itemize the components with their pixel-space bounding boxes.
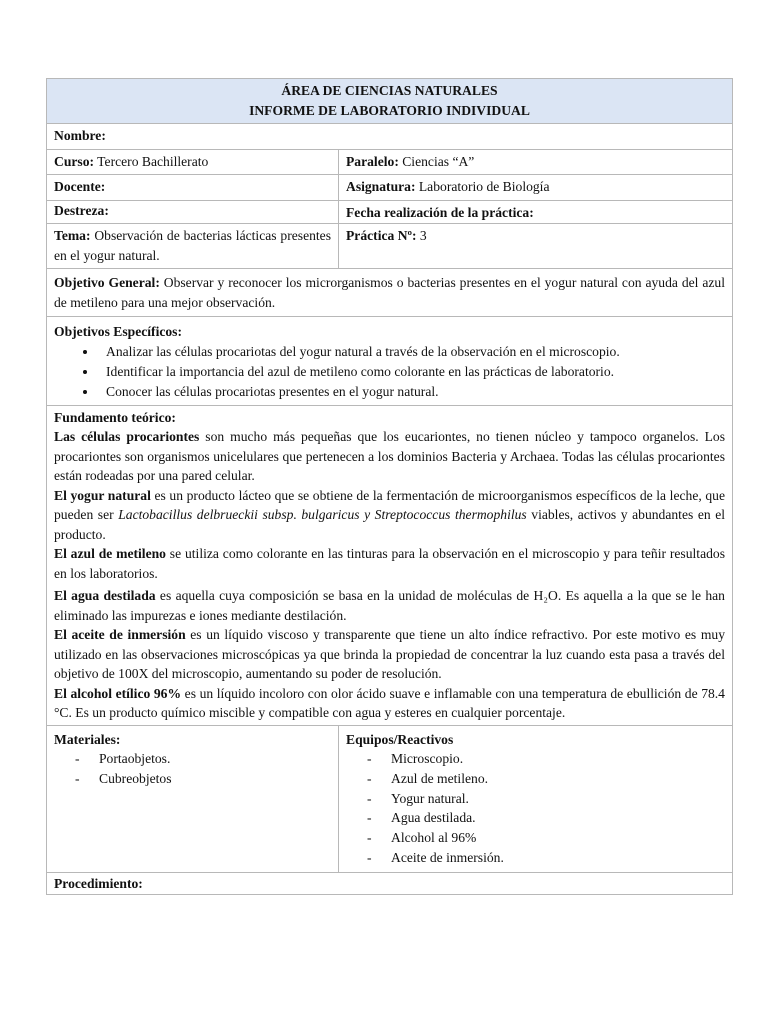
paragraph-text: es un líquido viscoso y transparente que tiene un alto índice refractivo. Por este motivo es muy utilizado en las observaciones microscópicas ya que brinda la propiedad de concentrar la luz cuando esta pasa a través del objetivo de 100X del microscopio, aumentando su poder de resolución. bbox=[54, 627, 725, 681]
curso-cell bbox=[47, 149, 339, 175]
list-item: • Analizar las células procariotas del yogur natural a través de la observación en el microscopio. bbox=[98, 342, 725, 362]
fundamento-paragraph-yogur bbox=[54, 486, 725, 545]
list-item: - Aceite de inmersión. bbox=[391, 848, 725, 868]
paragraph-text: son mucho más pequeñas que los eucariontes, no tienen núcleo y tampoco organelos. Los procariontes son organismos unicelulares que pertenecen a los dominios Bacteria y Archaea. Todas las células procariontes están rodeadas por una pared celular. bbox=[54, 429, 725, 483]
asignatura-cell bbox=[339, 175, 733, 201]
term-alcohol: El alcohol etílico 96% bbox=[54, 685, 182, 701]
fecha-label: Fecha realización de la práctica: bbox=[346, 204, 534, 220]
objetivos-list bbox=[54, 342, 725, 402]
paragraph-text: es un producto lácteo que se obtiene de la fermentación de microorganismos específicos de la leche, que pueden ser bbox=[54, 487, 725, 522]
fundamento-label: Fundamento teórico: bbox=[54, 409, 176, 425]
fundamento-paragraph-alcohol bbox=[54, 684, 725, 723]
species-names: Lactobacillus delbrueckii subsp. bulgaricus y Streptococcus thermophilus bbox=[118, 507, 527, 522]
paragraph-text: es aquella cuya composición se basa en la unidad de moléculas de H₂O. Es aquella a la que se le han eliminado las impurezas e iones mediante destilación. bbox=[54, 588, 725, 623]
nombre-label: Nombre: bbox=[54, 128, 106, 143]
fundamento-paragraph-procariontes bbox=[54, 427, 725, 486]
fundamento-cell bbox=[47, 405, 733, 725]
lab-report-table bbox=[46, 78, 733, 895]
equipos-label: Equipos/Reactivos bbox=[346, 731, 454, 747]
asignatura-value: Laboratorio de Biología bbox=[415, 179, 550, 194]
header-report-title: INFORME DE LABORATORIO INDIVIDUAL bbox=[249, 102, 530, 118]
tema-value: Observación de bacterias lácticas presentes en el yogur natural. bbox=[54, 228, 331, 263]
materiales-label: Materiales: bbox=[54, 731, 121, 747]
list-item: - Cubreobjetos bbox=[99, 769, 331, 789]
equipos-list bbox=[346, 749, 725, 868]
objetivo-general-text: Observar y reconocer los microrganismos o bacterias presentes en el yogur natural con ayuda del azul de metileno para una mejor observación. bbox=[54, 275, 725, 310]
docente-cell bbox=[47, 175, 339, 201]
term-azul-metileno: El azul de metileno bbox=[54, 546, 166, 561]
objetivos-especificos-label: Objetivos Específicos: bbox=[54, 324, 182, 339]
list-item: - Agua destilada. bbox=[391, 808, 725, 828]
fundamento-paragraph-agua bbox=[54, 586, 725, 625]
paralelo-value: Ciencias “A” bbox=[398, 153, 475, 169]
tema-label: Tema: bbox=[54, 228, 91, 243]
list-item: • Identificar la importancia del azul de metileno como colorante en las prácticas de laboratorio. bbox=[98, 362, 725, 382]
curso-label: Curso: bbox=[54, 153, 95, 169]
term-procariontes: Las células procariontes bbox=[54, 429, 200, 444]
equipos-cell bbox=[339, 725, 733, 872]
list-item: - Portaobjetos. bbox=[99, 749, 331, 769]
list-item: • Conocer las células procariotas presentes en el yogur natural. bbox=[98, 382, 725, 402]
term-yogur: El yogur natural bbox=[54, 487, 151, 503]
tema-cell bbox=[47, 224, 339, 269]
paragraph-text: se utiliza como colorante en las tinturas para la observación en el microscopio y para teñir resultados en los laboratorios. bbox=[54, 546, 725, 581]
list-item: - Yogur natural. bbox=[391, 789, 725, 809]
list-item: - Azul de metileno. bbox=[391, 769, 725, 789]
procedimiento-cell bbox=[47, 872, 733, 895]
materiales-list bbox=[54, 749, 331, 789]
materiales-cell bbox=[47, 725, 339, 872]
procedimiento-label: Procedimiento: bbox=[54, 875, 143, 891]
objetivo-general-label: Objetivo General: bbox=[54, 275, 160, 290]
term-aceite-inmersion: El aceite de inmersión bbox=[54, 627, 186, 642]
paragraph-text: viables, activos y abundantes en el producto. bbox=[54, 507, 726, 542]
list-item: - Microscopio. bbox=[391, 749, 725, 769]
destreza-label: Destreza: bbox=[54, 202, 109, 218]
docente-label: Docente: bbox=[54, 179, 106, 194]
fundamento-paragraph-aceite bbox=[54, 625, 725, 684]
fundamento-paragraph-azul bbox=[54, 544, 725, 583]
fecha-cell bbox=[339, 200, 733, 224]
term-agua-destilada: El agua destilada bbox=[54, 588, 156, 603]
objetivo-general-cell bbox=[47, 269, 733, 317]
nombre-cell bbox=[47, 124, 733, 150]
asignatura-label: Asignatura: bbox=[346, 179, 416, 194]
paralelo-cell bbox=[339, 149, 733, 175]
report-header bbox=[47, 79, 733, 124]
destreza-cell bbox=[47, 200, 339, 224]
paralelo-label: Paralelo: bbox=[346, 153, 399, 169]
paragraph-text: es un líquido incoloro con olor ácido suave e inflamable con una temperatura de ebullición de 78.4 °C. Es un producto químico miscible y compatible con agua y esteres en cualquier porcentaje. bbox=[54, 685, 725, 720]
list-item: - Alcohol al 96% bbox=[391, 828, 725, 848]
objetivos-especificos-cell bbox=[47, 317, 733, 406]
practica-value: 3 bbox=[416, 228, 427, 243]
curso-value: Tercero Bachillerato bbox=[94, 153, 209, 169]
header-area-title: ÁREA DE CIENCIAS NATURALES bbox=[281, 83, 498, 98]
practica-label: Práctica Nº: bbox=[346, 228, 417, 243]
practica-cell bbox=[339, 224, 733, 269]
